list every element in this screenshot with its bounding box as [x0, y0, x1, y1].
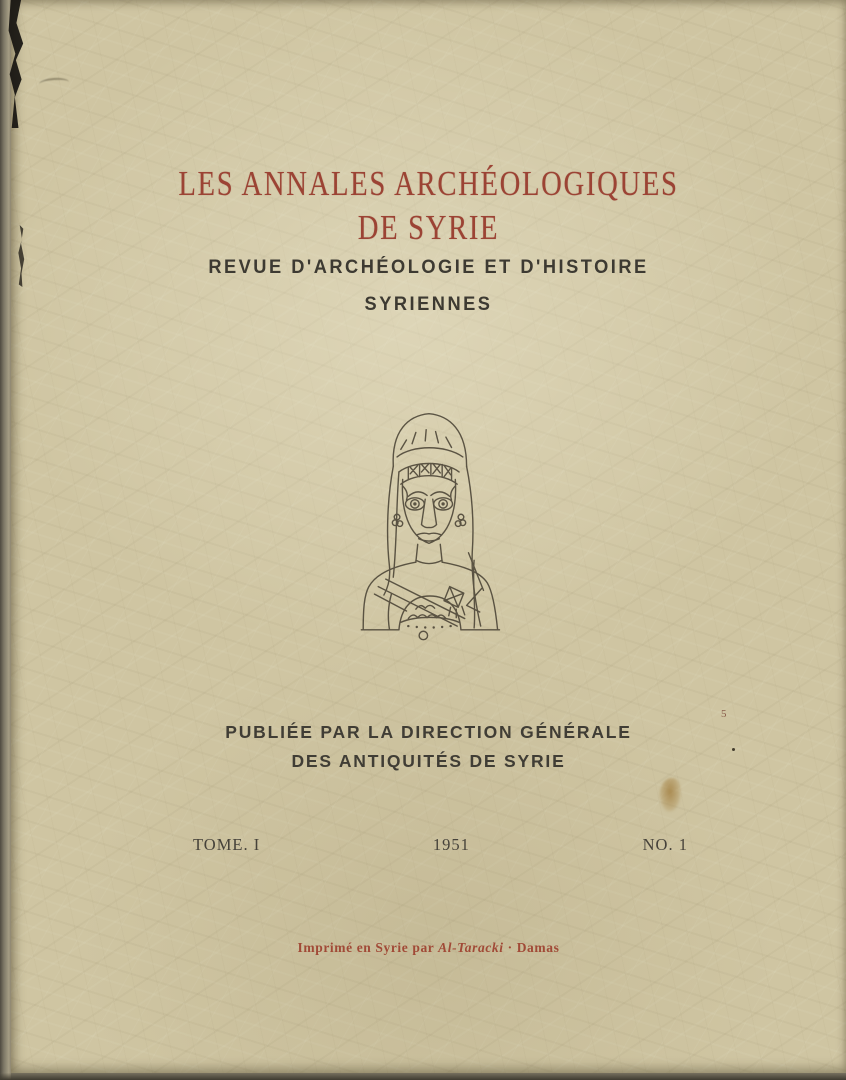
- publisher-line2: DES ANTIQUITÉS DE SYRIE: [291, 751, 566, 771]
- imprint-line: [11, 940, 846, 956]
- paper-speck: [732, 748, 735, 751]
- journal-subtitle-line2: SYRIENNES: [364, 294, 493, 315]
- imprint-suffix: · Damas: [503, 940, 560, 955]
- journal-title-line2: DE SYRIE: [357, 208, 500, 247]
- palmyrene-bust-illustration: [325, 393, 533, 643]
- issue-number-label: NO. 1: [642, 835, 688, 854]
- pencil-scribble: [39, 77, 70, 89]
- printer-name: Al-Taracki: [438, 940, 504, 955]
- cover-bottom-edge: [0, 1073, 846, 1080]
- paper-stain: [659, 778, 681, 812]
- cover-illustration-container: [11, 393, 846, 643]
- book-spine-edge: [0, 0, 11, 1080]
- publisher-line1: PUBLIÉE PAR LA DIRECTION GÉNÉRALE: [225, 722, 632, 742]
- book-cover: [11, 0, 846, 1073]
- handwritten-corner-mark: 5: [721, 708, 727, 720]
- tome-label: TOME. I: [193, 835, 261, 854]
- imprint-prefix: Imprimé en Syrie par: [297, 940, 439, 955]
- journal-title-line1: LES ANNALES ARCHÉOLOGIQUES: [178, 164, 679, 203]
- journal-subtitle-line1: REVUE D'ARCHÉOLOGIE ET D'HISTOIRE: [208, 257, 649, 278]
- year-label: 1951: [432, 835, 470, 854]
- issue-info-row: [11, 835, 846, 855]
